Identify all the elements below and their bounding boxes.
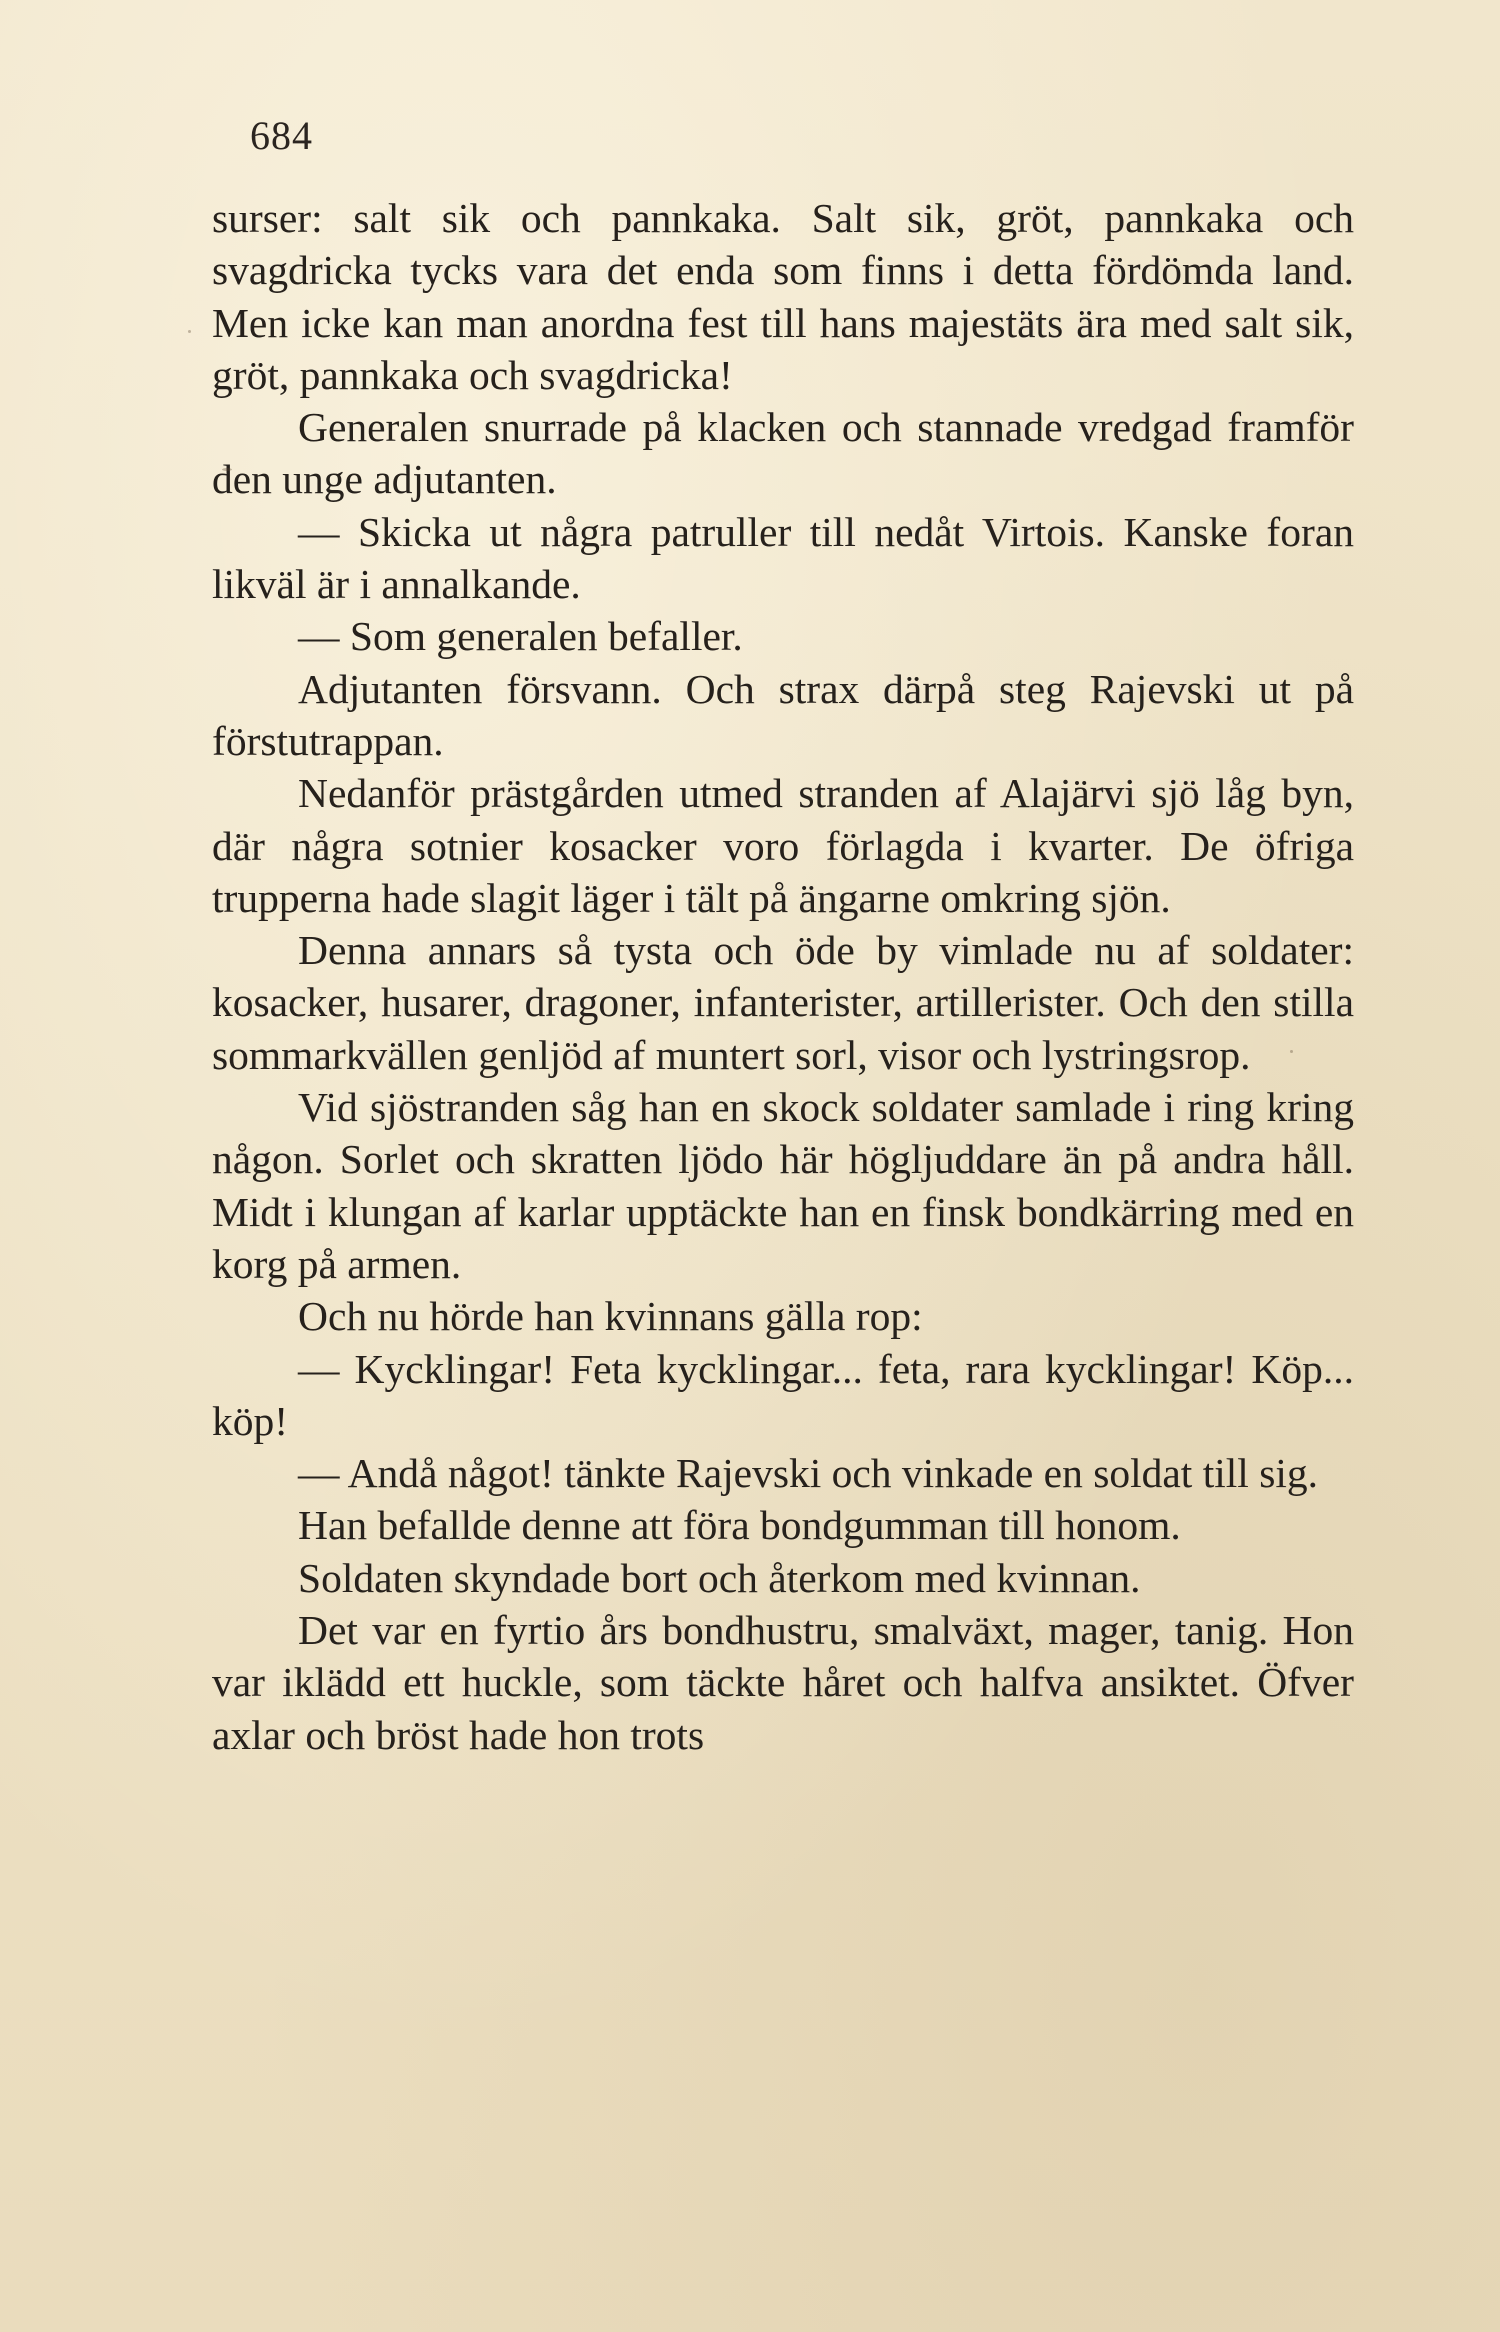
paragraph: surser: salt sik och pannkaka. Salt sik, gröt, pannkaka och svagdricka tycks vara det enda som finns i detta fördömda land. Men icke kan man anordna fest till hans majestäts ära med salt sik, gröt, pannkaka och svagdricka! <box>212 195 1354 398</box>
paragraph: Och nu hörde han kvinnans gälla rop: <box>298 1293 923 1340</box>
paper-speck <box>1276 428 1279 431</box>
page-number: 684 <box>250 113 313 158</box>
paper-speck <box>188 330 191 333</box>
paragraph: — Skicka ut några patruller till nedåt Virtois. Kanske foran likväl är i annalkande. <box>212 508 1354 608</box>
paragraph: Nedanför prästgården utmed stranden af Alajärvi sjö låg byn, där några sotnier kosacker voro förlagda i kvarter. De öfriga trupperna hade slagit läger i tält på ängarne omkring sjön. <box>212 770 1354 921</box>
paragraph: Han befallde denne att föra bondgumman till honom. <box>298 1502 1181 1549</box>
paragraph: — Andå något! tänkte Rajevski och vinkade en soldat till sig. <box>298 1450 1319 1497</box>
paragraph: Denna annars så tysta och öde by vimlade nu af soldater: kosacker, husarer, dragoner, infanterister, artillerister. Och den stilla sommarkvällen genljöd af muntert sorl, visor och lystringsrop. <box>212 927 1354 1078</box>
paper-speck <box>1290 1050 1293 1053</box>
paragraph: — Kycklingar! Feta kycklingar... feta, rara kycklingar! Köp... köp! <box>212 1345 1354 1444</box>
paragraph: Soldaten skyndade bort och återkom med kvinnan. <box>298 1554 1141 1601</box>
paragraph: Adjutanten försvann. Och strax därpå steg Rajevski ut på förstutrappan. <box>212 665 1354 764</box>
paragraph: Det var en fyrtio års bondhustru, smalväxt, mager, tanig. Hon var iklädd ett huckle, som täckte håret och halfva ansiktet. Öfver axlar och bröst hade hon trots <box>212 1607 1354 1758</box>
paragraph: — Som generalen befaller. <box>298 613 743 660</box>
paragraph: Vid sjöstranden såg han en skock soldater samlade i ring kring någon. Sorlet och skratten ljödo här högljuddare än på andra håll. Midt i klungan af karlar upptäckte han en finsk bondkärring med en korg på armen. <box>212 1084 1354 1287</box>
paper-speck <box>222 468 232 471</box>
body-text <box>212 192 1354 1761</box>
paragraph: Generalen snurrade på klacken och stannade vredgad framför den unge adjutanten. <box>212 404 1354 503</box>
